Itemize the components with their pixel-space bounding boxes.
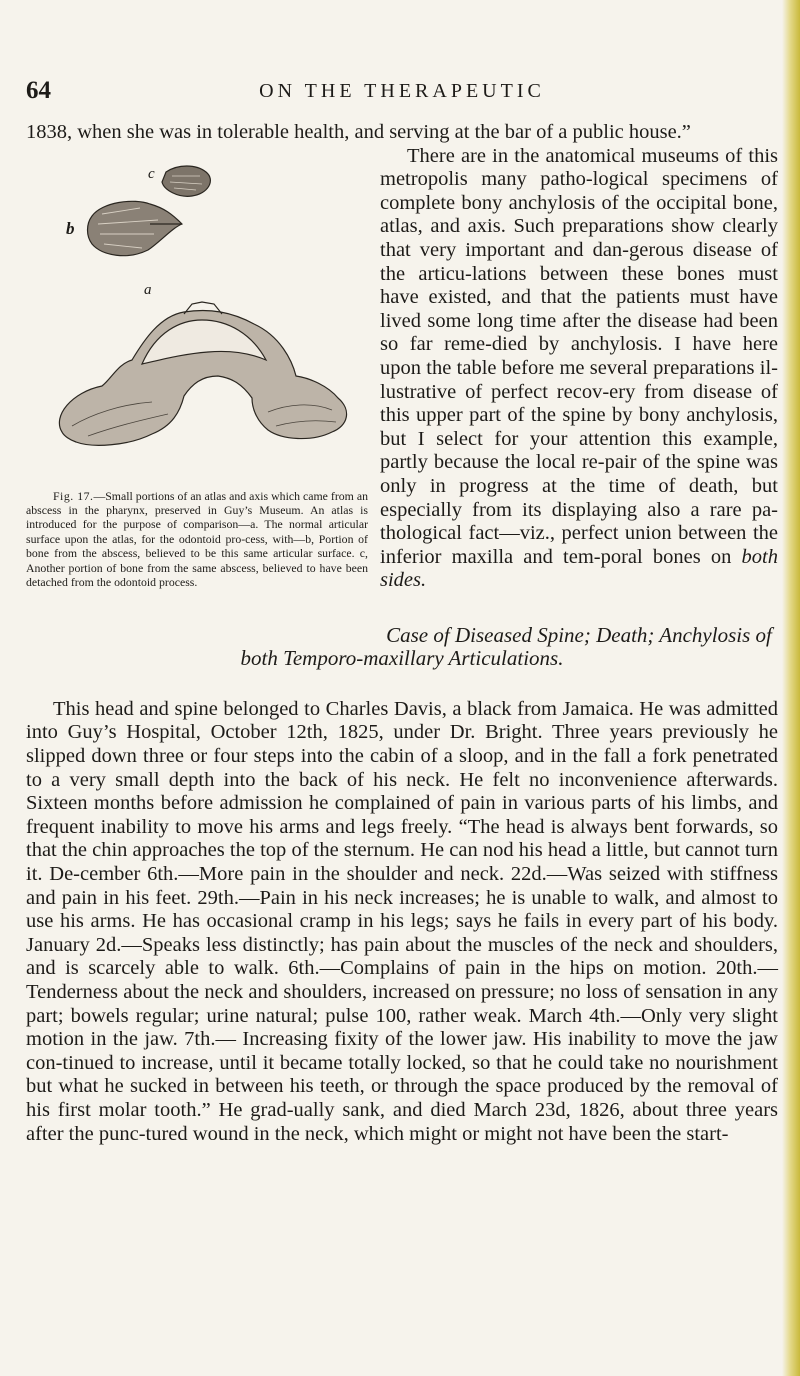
bone-fragment-b bbox=[88, 201, 183, 255]
page-edge-shadow bbox=[782, 0, 800, 1376]
atlas-vertebra-a bbox=[59, 302, 346, 445]
case-heading: Case of Diseased Spine; Death; Anchylosis of both Temporo-maxillary Articulations. bbox=[240, 622, 772, 671]
bone-fragment-c bbox=[162, 166, 210, 196]
figure-caption-label: Fig. 17. bbox=[53, 488, 94, 503]
body-text bbox=[26, 121, 778, 1146]
museum-paragraph-text: There are in the anatomical museums of this metropolis many patho-logical specimens of complete bony anchylosis of the occipital bone, atlas, and axis. Such preparations show clearly that very important and dan-gerous disease of the articu-lations between these bones must have existed, and that the patients must have lived some long time after the disease had been so far reme-died by anchylosis. I have here upon the table before me several preparations il-lustrative of perfect recov-ery from disease of this upper part of the spine by bony anchylosis, but I select for your attention this example, partly because the local re-pair of the spine was only in progress at the time of death, but especially from its displaying also a rare pa-thological fact—viz., perfect union between the inferior maxilla and tem-poral bones on bbox=[380, 144, 778, 568]
figure-label-b: b bbox=[66, 218, 75, 238]
figure-label-a: a bbox=[144, 281, 152, 298]
emphasis-both-sides: both sides. bbox=[380, 545, 778, 592]
figure-caption bbox=[26, 489, 368, 590]
case-paragraph: This head and spine belonged to Charles Davis, a black from Jamaica. He was admitted into Guy’s Hospital, October 12th, 1825, under Dr. Bright. Three years previously he slipped down three or four steps into the cabin of a sloop, and in the fall a fork penetrated to a very small depth into the back of his neck. He felt no inconvenience afterwards. Sixteen months before admission he complained of pain in various parts of his limbs, and frequent inability to move his arms and legs freely. “The head is always bent forwards, so that the chin approaches the top of the sternum. He can nod his head a little, but cannot turn it. De-cember 6th.—More pain in the shoulder and neck. 22d.—Was seized with stiffness and pain in his feet. 29th.—Pain in his neck increases; he is unable to walk, and almost to use his arms. He has occasional cramp in his legs; says he fails in every part of his body. January 2d.—Speaks less distinctly; has pain about the muscles of the neck and shoulders, and is scarcely able to walk. 6th.—Complains of pain in the hips on motion. 20th.—Tenderness about the neck and shoulders, increased on pressure; no loss of sensation in any part; bowels regular; urine natural; pulse 100, rather weak. March 4th.—Only very slight motion in the jaw. 7th.— Increasing fixity of the lower jaw. His inability to move the jaw con-tinued to increase, until it became totally locked, so that he could take no nourishment but what he sucked in between his teeth, or through the space produced by the removal of his first molar tooth.” He grad-ually sank, and died March 23d, 1826, about three years after the punc-tured wound in the neck, which might or might not have been the start- bbox=[26, 697, 778, 1145]
running-head: ON THE THERAPEUTIC bbox=[259, 80, 545, 102]
page-number: 64 bbox=[26, 77, 51, 104]
figure-17 bbox=[26, 145, 368, 643]
page-header bbox=[26, 77, 778, 105]
continuation-paragraph: 1838, when she was in tolerable health, and serving at the bar of a public house.” bbox=[26, 121, 691, 143]
museum-paragraph bbox=[26, 145, 778, 593]
figure-label-c: c bbox=[148, 165, 155, 182]
figure-caption-text: —Small portions of an atlas and axis which came from an abscess in the pharynx, preserved in Guy’s Museum. An atlas is introduced for the purpose of comparison—a. The normal articular surface upon the atlas, for the odontoid pro-cess, with—b, Portion of bone from the abscess, believed to be this same articular surface. c, Another portion of bone from the same abscess, believed to have been detached from the odontoid process. bbox=[26, 488, 368, 590]
atlas-axis-illustration bbox=[32, 164, 368, 484]
case-section bbox=[26, 698, 778, 1146]
